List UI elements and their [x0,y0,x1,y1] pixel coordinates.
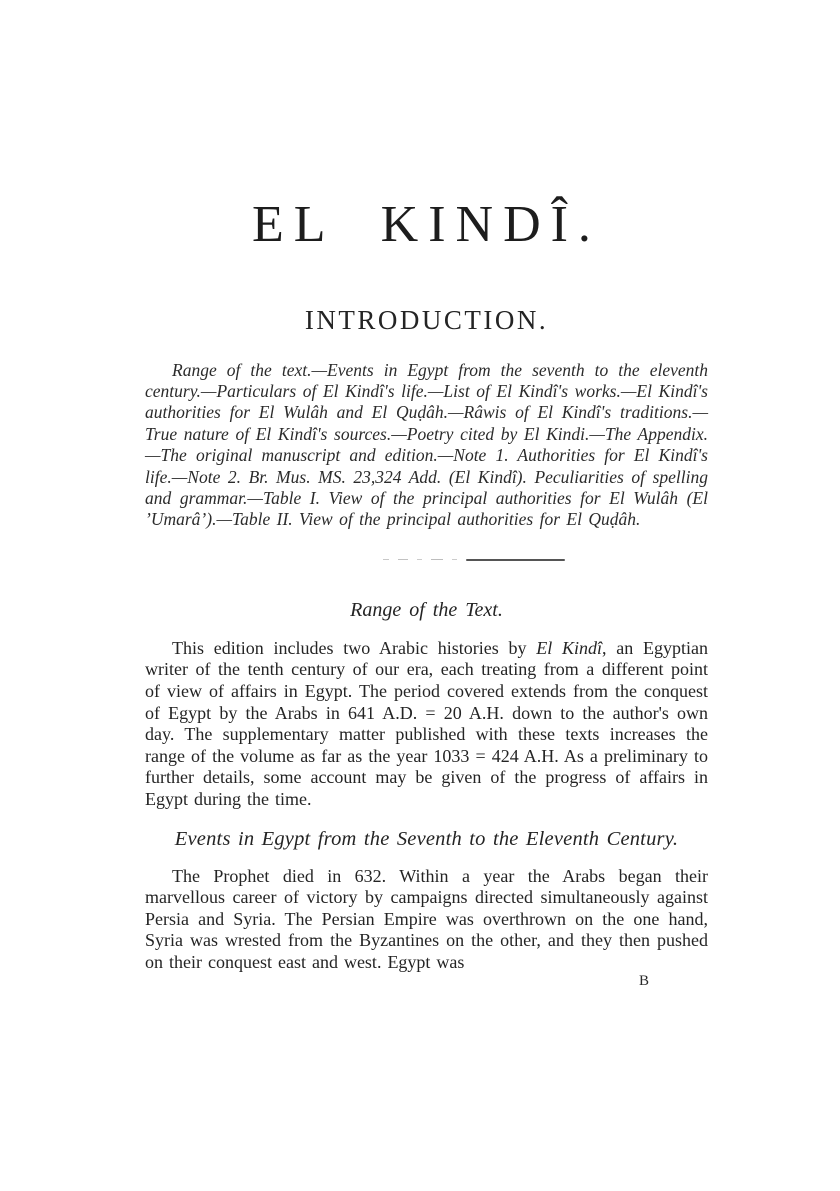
ornamental-divider [383,558,565,562]
divider-dash [452,559,457,560]
paragraph-events-in-egypt: The Prophet died in 632. Within a year the Arabs began their marvellous career of victory by campaigns directed simultaneously against Persia and Syria. The Persian Empire was overthrown on the one hand, Syria was wrested from the Byzantines on the other, and they then pushed on their conquest east and west. Egypt was [145,865,708,972]
book-title: EL KINDÎ. [252,196,601,253]
chapter-synopsis: Range of the text.—Events in Egypt from the seventh to the eleventh century.—Particulars of El Kindî's life.—List of El Kindî's works.—El Kindî's authorities for El Wulâh and El Quḍâh.—Râwis of El Kindî's traditions.—True nature of El Kindî's sources.—Poetry cited by El Kindi.—The Appendix.—The original manuscript and edition.—Note 1. Authorities for El Kindî's life.—Note 2. Br. Mus. MS. 23,324 Add. (El Kindî). Peculiarities of spelling and grammar.—Table I. View of the principal authorities for El Wulâh (El ’Umarâ’).—Table II. View of the principal authorities for El Quḍâh. [145,359,708,530]
introduction-heading: INTRODUCTION. [304,304,549,335]
paragraph-range-of-text: This edition includes two Arabic histories by El Kindî, an Egyptian writer of the tenth century of our era, each treating from a different point of view of affairs in Egypt. The period covered extends from the conquest of Egypt by the Arabs in 641 A.D. = 20 A.H. down to the author's own day. The supplementary matter published with these texts increases the range of the volume as far as the year 1033 = 424 A.H. As a preliminary to further details, some account may be given of the progress of affairs in Egypt during the time. [145,637,708,809]
divider-rule [466,559,565,561]
section-heading-range-of-text: Range of the Text. [350,598,503,621]
section-heading-events-in-egypt: Events in Egypt from the Seventh to the Eleventh Century. [174,827,679,850]
divider-dash [398,559,408,560]
book-page [145,0,708,990]
divider-dash [417,559,422,560]
divider-dash [383,559,389,560]
printer-signature-mark: B [638,972,650,989]
divider-dash [431,559,443,560]
